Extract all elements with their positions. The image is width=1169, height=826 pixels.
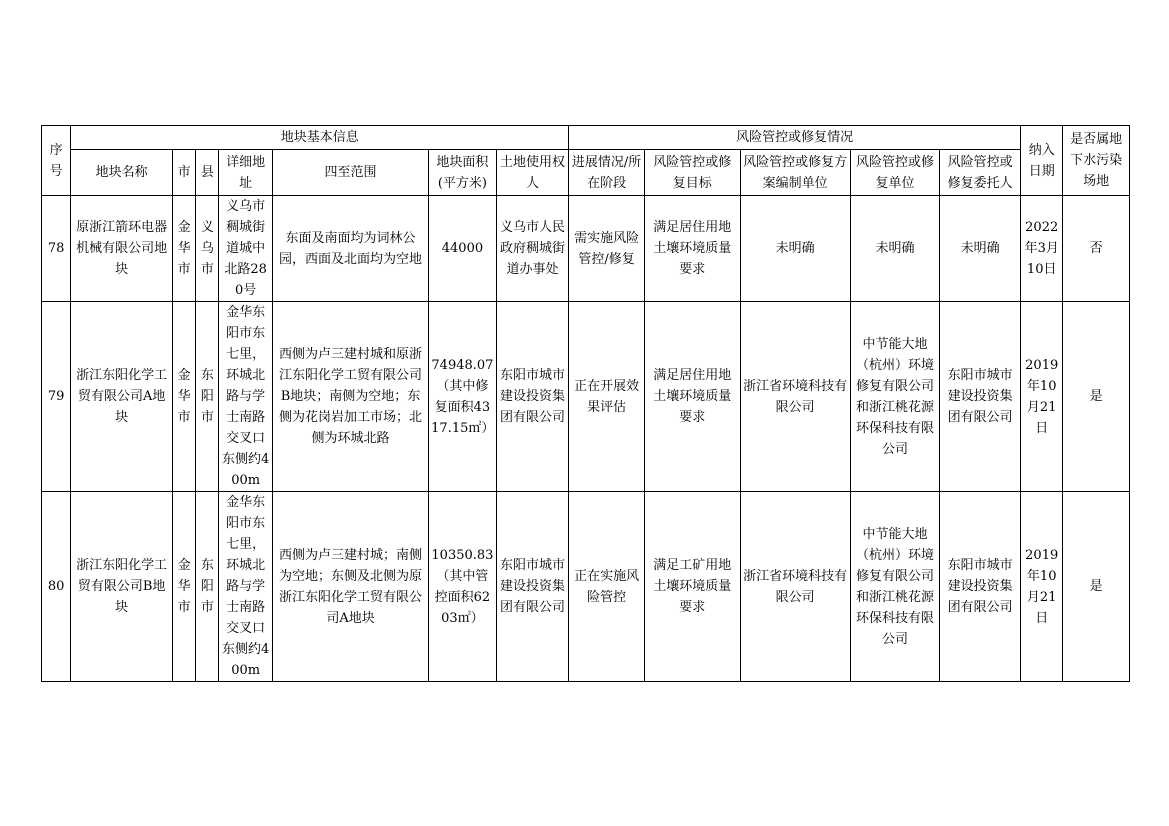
table-row	[42, 492, 1130, 682]
cell-city: 金华市	[173, 492, 196, 682]
cell-progress: 需实施风险管控/修复	[569, 196, 645, 302]
header-fix-unit: 风险管控或修复单位	[850, 150, 940, 196]
cell-groundwater: 是	[1063, 492, 1130, 682]
cell-include-date: 2019年10月21日	[1021, 302, 1063, 492]
cell-include-date: 2022年3月10日	[1021, 196, 1063, 302]
header-group-risk-control: 风险管控或修复情况	[569, 126, 1021, 150]
cell-city: 金华市	[173, 302, 196, 492]
cell-plan-unit: 浙江省环境科技有限公司	[740, 492, 850, 682]
header-city: 市	[173, 150, 196, 196]
header-owner: 土地使用权人	[496, 150, 569, 196]
cell-bounds: 西侧为卢三建村城；南侧为空地；东侧及北侧为原浙江东阳化学工贸有限公司A地块	[272, 492, 428, 682]
cell-seq: 80	[42, 492, 71, 682]
cell-client: 东阳市城市建设投资集团有限公司	[940, 302, 1021, 492]
cell-progress: 正在开展效果评估	[569, 302, 645, 492]
cell-plan-unit: 未明确	[740, 196, 850, 302]
header-county: 县	[196, 150, 219, 196]
cell-fix-unit: 未明确	[850, 196, 940, 302]
cell-fix-unit: 中节能大地（杭州）环境修复有限公司和浙江桃花源环保科技有限公司	[850, 492, 940, 682]
header-row-group	[42, 126, 1130, 150]
cell-owner: 东阳市城市建设投资集团有限公司	[496, 302, 569, 492]
cell-include-date: 2019年10月21日	[1021, 492, 1063, 682]
cell-target: 满足工矿用地土壤环境质量要求	[644, 492, 740, 682]
cell-fix-unit: 中节能大地（杭州）环境修复有限公司和浙江桃花源环保科技有限公司	[850, 302, 940, 492]
cell-client: 东阳市城市建设投资集团有限公司	[940, 492, 1021, 682]
table-row	[42, 196, 1130, 302]
cell-bounds: 东面及南面均为词林公园，西面及北面均为空地	[272, 196, 428, 302]
cell-area: 10350.83（其中管控面积6203㎡）	[429, 492, 497, 682]
cell-owner: 东阳市城市建设投资集团有限公司	[496, 492, 569, 682]
cell-city: 金华市	[173, 196, 196, 302]
cell-area: 44000	[429, 196, 497, 302]
cell-plan-unit: 浙江省环境科技有限公司	[740, 302, 850, 492]
cell-groundwater: 是	[1063, 302, 1130, 492]
cell-county: 义乌市	[196, 196, 219, 302]
cell-target: 满足居住用地土壤环境质量要求	[644, 302, 740, 492]
header-address: 详细地址	[219, 150, 272, 196]
header-group-basic-info: 地块基本信息	[71, 126, 569, 150]
cell-groundwater: 否	[1063, 196, 1130, 302]
cell-bounds: 西侧为卢三建村城和原浙江东阳化学工贸有限公司B地块；南侧为空地；东侧为花岗岩加工市场；北侧为环城北路	[272, 302, 428, 492]
header-groundwater: 是否属地下水污染场地	[1063, 126, 1130, 196]
cell-name: 浙江东阳化学工贸有限公司B地块	[71, 492, 173, 682]
cell-client: 未明确	[940, 196, 1021, 302]
cell-address: 金华东阳市东七里，环城北路与学士南路交叉口东侧约400m	[219, 302, 272, 492]
cell-progress: 正在实施风险管控	[569, 492, 645, 682]
cell-seq: 78	[42, 196, 71, 302]
cell-name: 原浙江箭环电器机械有限公司地块	[71, 196, 173, 302]
cell-address: 义乌市稠城街道城中北路280号	[219, 196, 272, 302]
cell-name: 浙江东阳化学工贸有限公司A地块	[71, 302, 173, 492]
cell-county: 东阳市	[196, 492, 219, 682]
header-seq: 序号	[42, 126, 71, 196]
header-name: 地块名称	[71, 150, 173, 196]
table-row	[42, 302, 1130, 492]
header-bounds: 四至范围	[272, 150, 428, 196]
cell-address: 金华东阳市东七里，环城北路与学士南路交叉口东侧约400m	[219, 492, 272, 682]
cell-seq: 79	[42, 302, 71, 492]
header-include-date: 纳入日期	[1021, 126, 1063, 196]
header-area: 地块面积(平方米)	[429, 150, 497, 196]
header-target: 风险管控或修复目标	[644, 150, 740, 196]
site-list-table	[41, 125, 1130, 682]
header-client: 风险管控或修复委托人	[940, 150, 1021, 196]
cell-owner: 义乌市人民政府稠城街道办事处	[496, 196, 569, 302]
cell-county: 东阳市	[196, 302, 219, 492]
header-plan-unit: 风险管控或修复方案编制单位	[740, 150, 850, 196]
header-progress: 进展情况/所在阶段	[569, 150, 645, 196]
cell-area: 74948.07（其中修复面积4317.15㎡）	[429, 302, 497, 492]
cell-target: 满足居住用地土壤环境质量要求	[644, 196, 740, 302]
header-row-columns	[42, 150, 1130, 196]
